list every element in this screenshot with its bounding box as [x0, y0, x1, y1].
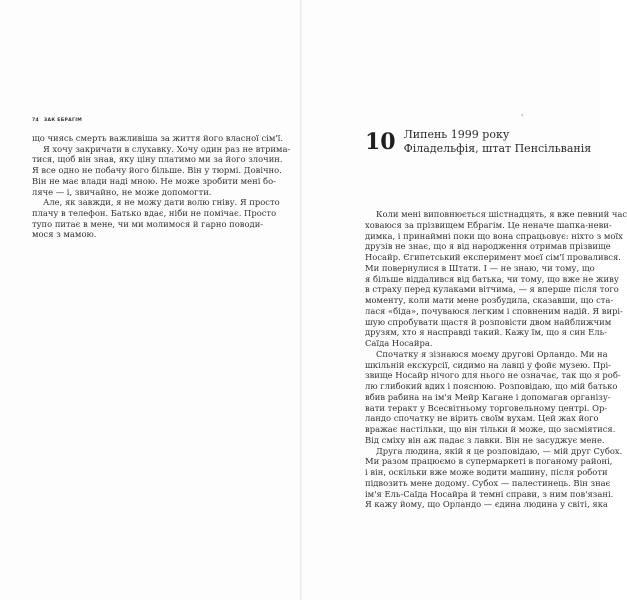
text-line: що чиясь смерть важливіша за життя його власної сім'ї. — [32, 133, 283, 143]
text-line: в страху перед кулаками вітчима, — я вперше після того — [365, 284, 619, 295]
right-body-text — [365, 209, 627, 510]
text-line: я більше віддалився від батька, чи тому, що вже не живу — [365, 273, 619, 284]
text-line: Ми повернулися в Штати. І — не знаю, чи тому, що — [365, 262, 595, 273]
chapter-heading — [365, 128, 591, 156]
text-line: ляче — і, звичайно, не може допомогти. — [32, 186, 212, 197]
text-line: димка, і принаймні поки що вона спрацьовує: ніхто з моїх — [365, 230, 623, 241]
text-line: ландо спочатку не вірить своїм вухам. Цей жах його — [365, 413, 599, 424]
text-line: Ми разом працюємо в супермаркеті в поганому районі, — [365, 456, 613, 467]
text-line: тися, щоб він знав, яку ціну платимо ми за його злочин. — [32, 154, 283, 165]
running-title: ЗАК ЕБРАГІМ — [43, 118, 83, 123]
text-line: Коли мені виповнюється шістнадцять, я вже певний час — [376, 209, 627, 219]
text-line: Друга людина, якій я це розповідаю, — мій друг Субох. — [376, 445, 623, 456]
text-line: і він, оскільки вже може водити машину, після роботи — [365, 467, 608, 477]
text-line: моменту, коли мати мене розбудила, сказавши, що ста- — [365, 295, 614, 305]
chapter-place: Філадельфія, штат Пенсільванія — [403, 142, 592, 155]
text-line: шкільній екскурсії, сидимо на лавці у фойє музею. Прі- — [365, 359, 611, 370]
left-page — [0, 0, 298, 600]
text-line: шую спробувати щастя й розповісти двом найближчим — [365, 316, 612, 327]
text-line: ховаюся за прізвищем Ебрагім. Це неначе шапка-неви- — [365, 219, 612, 230]
text-line: підвозить мене додому. Субох — палестинець. Він знає — [365, 477, 611, 488]
text-line: друзів не знає, що я від народження отримав прізвище — [365, 241, 611, 252]
right-page — [302, 0, 627, 600]
text-line: Він не має влади наді мною. Не може зробити мені бо- — [32, 175, 276, 186]
text-line: плачу в телефон. Батько вдає, ніби не помічає. Просто — [32, 207, 277, 218]
text-line: Але, як завжди, я не можу дати волю гніву. Я просто — [43, 197, 280, 208]
text-line: мося з мамою. — [32, 229, 97, 240]
text-line: лася «біда», почуваюся легким і сповненим надій. Я вирі- — [365, 305, 623, 316]
text-line: Спочатку я зізнаюся моєму другові Орландо. Ми на — [376, 348, 608, 359]
text-line: вбив рабина на ім'я Мейр Кагане і допомагав організу- — [365, 391, 611, 402]
page-corner-mark: › — [521, 112, 524, 119]
text-line: лю глибокий вдих і пояснюю. Розповідаю, що мій батько — [365, 381, 618, 391]
text-line: Носайр. Єгипетський експеримент моєї сім'ї провалився. — [365, 252, 621, 262]
chapter-date: Липень 1999 року — [403, 128, 510, 141]
text-line: Я все одно не побачу його більше. Він у тюрмі. Довічно. — [32, 165, 282, 176]
chapter-number: 10 — [365, 129, 396, 155]
page-number: 74 — [32, 118, 39, 123]
text-line: Від сміху він аж падає з лавки. Він не засуджує мене. — [365, 434, 605, 445]
text-line: ім'я Ель-Саїда Носайра й темні справи, з ним пов'язані. — [365, 488, 614, 499]
text-line: вражає настільки, що він тільки й може, що засміятися. — [365, 424, 616, 434]
left-body-text — [32, 133, 291, 240]
text-line: Саїда Носайра. — [365, 338, 433, 348]
text-line: звище Носайр нічого для нього не означає, так що я роб- — [365, 370, 621, 381]
text-line: друзям, хто я насправді такий. Кажу їм, що я син Ель- — [365, 327, 607, 338]
text-line: Я хочу закричати в слухавку. Хочу один раз не втрима- — [43, 143, 291, 154]
text-line: тупо питає в мене, чи ми молимося й гарно поводи- — [32, 218, 264, 229]
text-line: Я кажу йому, що Орландо — єдина людина у світі, яка — [365, 499, 608, 510]
running-head — [32, 118, 82, 123]
text-line: вати теракт у Всесвітньому торговельному центрі. Ор- — [365, 402, 608, 413]
